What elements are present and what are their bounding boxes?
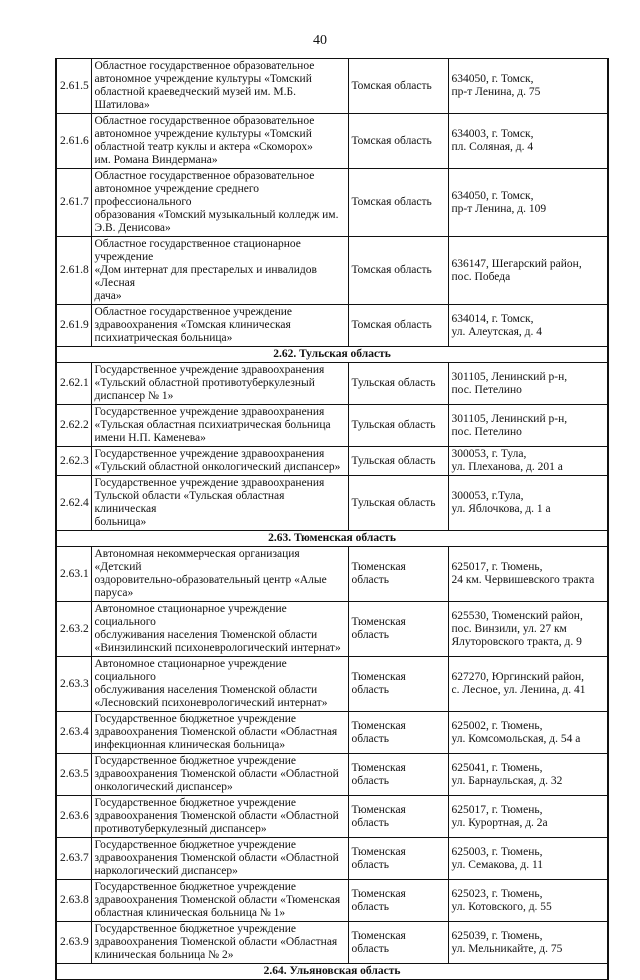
region-cell: Томская область xyxy=(348,59,448,114)
institution-name xyxy=(91,305,348,347)
region-cell: Томская область xyxy=(348,305,448,347)
institution-name xyxy=(91,880,348,922)
address-cell xyxy=(448,476,608,531)
address-cell xyxy=(448,363,608,405)
institution-name xyxy=(91,796,348,838)
name-line: Автономное стационарное учреждение социального xyxy=(94,603,287,628)
table-row xyxy=(56,754,608,796)
address-line: ул. Котовского, д. 55 xyxy=(451,900,552,913)
row-number: 2.63.4 xyxy=(56,712,91,754)
address-cell xyxy=(448,305,608,347)
address-line: пос. Победа xyxy=(451,270,511,283)
name-line: Государственное бюджетное учреждение xyxy=(94,797,296,809)
address-line: 636147, Шегарский район, xyxy=(451,257,582,270)
institution-name xyxy=(91,657,348,712)
institution-name xyxy=(91,602,348,657)
name-line: областной краеведческий музей им. М.Б. Шатилова» xyxy=(94,86,296,111)
name-line: онкологический диспансер» xyxy=(94,781,233,793)
section-header-row xyxy=(56,347,608,363)
name-line: здравоохранения Тюменской области «Областной xyxy=(94,810,339,822)
name-line: здравоохранения «Томская клиническая xyxy=(94,319,291,331)
institution-name xyxy=(91,405,348,447)
region-cell: Тульская область xyxy=(348,405,448,447)
region-cell: Тульская область xyxy=(348,447,448,476)
address-cell xyxy=(448,237,608,305)
name-line: паруса» xyxy=(94,587,134,599)
address-line: 301105, Ленинский р-н, xyxy=(451,370,568,383)
address-line: 625003, г. Тюмень, xyxy=(451,845,543,858)
name-line: противотуберкулезный диспансер» xyxy=(94,823,267,835)
name-line: автономное учреждение культуры «Томский xyxy=(94,128,312,140)
row-number: 2.62.1 xyxy=(56,363,91,405)
address-cell xyxy=(448,59,608,114)
name-line: Тульской области «Тульская областная клиническая xyxy=(94,490,285,515)
name-line: «Тульский областной онкологический диспансер» xyxy=(94,461,341,473)
institutions-table xyxy=(55,58,609,980)
name-line: Государственное бюджетное учреждение xyxy=(94,839,296,851)
address-line: 625017, г. Тюмень, xyxy=(451,561,543,573)
table-row xyxy=(56,59,608,114)
address-line: ул. Комсомольская, д. 54 а xyxy=(451,732,581,745)
name-line: психиатрическая больница» xyxy=(94,332,233,344)
address-line: пл. Соляная, д. 4 xyxy=(451,141,534,153)
region-cell: Тульская область xyxy=(348,476,448,531)
name-line: Областное государственное образовательное xyxy=(94,60,315,72)
name-line: Государственное учреждение здравоохранения xyxy=(94,477,325,489)
name-line: Областное государственное стационарное учреждение xyxy=(94,238,301,263)
name-line: «Дом интернат для престарелых и инвалидов «Лесная xyxy=(94,264,317,289)
name-line: им. Романа Виндермана» xyxy=(94,154,218,166)
region-cell: Тюменская область xyxy=(348,754,448,796)
address-cell xyxy=(448,657,608,712)
institution-name xyxy=(91,547,348,602)
table-row xyxy=(56,476,608,531)
region-cell: Тульская область xyxy=(348,363,448,405)
address-line: ул. Яблочкова, д. 1 а xyxy=(451,503,551,515)
address-line: 634014, г. Томск, xyxy=(451,312,534,325)
address-line: пр-т Ленина, д. 75 xyxy=(451,86,541,98)
table-row xyxy=(56,447,608,476)
name-line: Государственное учреждение здравоохранения xyxy=(94,364,325,376)
address-line: 625002, г. Тюмень, xyxy=(451,719,543,732)
address-line: 625039, г. Тюмень, xyxy=(451,929,543,942)
address-line: пос. Петелино xyxy=(451,383,522,396)
row-number: 2.61.7 xyxy=(56,169,91,237)
name-line: инфекционная клиническая больница» xyxy=(94,739,286,751)
region-cell: Тюменская область xyxy=(348,880,448,922)
address-line: 627270, Юргинский район, xyxy=(451,671,585,683)
name-line: «Лесновский психоневрологический интернат» xyxy=(94,697,328,709)
table-row xyxy=(56,838,608,880)
address-line: 625041, г. Тюмень, xyxy=(451,761,543,774)
row-number: 2.62.3 xyxy=(56,447,91,476)
region-cell: Тюменская область xyxy=(348,796,448,838)
address-cell xyxy=(448,405,608,447)
row-number: 2.61.5 xyxy=(56,59,91,114)
institution-name xyxy=(91,476,348,531)
name-line: образования «Томский музыкальный колледж им. xyxy=(94,209,339,221)
name-line: наркологический диспансер» xyxy=(94,865,238,877)
table-row xyxy=(56,114,608,169)
address-cell xyxy=(448,447,608,476)
row-number: 2.63.7 xyxy=(56,838,91,880)
name-line: Областное государственное образовательное xyxy=(94,170,315,182)
name-line: Государственное учреждение здравоохранения xyxy=(94,406,325,418)
section-header: 2.64. Ульяновская область xyxy=(56,964,608,980)
address-line: 300053, г.Тула, xyxy=(451,490,524,502)
address-cell xyxy=(448,838,608,880)
name-line: Государственное бюджетное учреждение xyxy=(94,881,296,893)
address-cell xyxy=(448,169,608,237)
address-line: 300053, г. Тула, xyxy=(451,448,527,460)
address-line: 625530, Тюменский район, xyxy=(451,609,583,622)
institution-name xyxy=(91,114,348,169)
address-line: ул. Плеханова, д. 201 а xyxy=(451,461,563,473)
institution-name xyxy=(91,754,348,796)
address-line: ул. Барнаульская, д. 32 xyxy=(451,774,563,787)
name-line: Государственное учреждение здравоохранения xyxy=(94,448,325,460)
institution-name xyxy=(91,838,348,880)
region-cell: Томская область xyxy=(348,237,448,305)
row-number: 2.61.8 xyxy=(56,237,91,305)
name-line: «Винзилинский психоневрологический интернат» xyxy=(94,642,341,654)
name-line: здравоохранения Тюменской области «Областная xyxy=(94,936,338,948)
name-line: автономное учреждение культуры «Томский xyxy=(94,73,312,85)
institution-name xyxy=(91,169,348,237)
name-line: здравоохранения Тюменской области «Областная xyxy=(94,726,338,738)
name-line: имени Н.П. Каменева» xyxy=(94,432,206,444)
section-header: 2.63. Тюменская область xyxy=(56,531,608,547)
address-line: ул. Семакова, д. 11 xyxy=(451,858,544,871)
address-line: ул. Мельникайте, д. 75 xyxy=(451,942,563,955)
name-line: Областное государственное учреждение xyxy=(94,306,292,318)
address-cell xyxy=(448,602,608,657)
name-line: Государственное бюджетное учреждение xyxy=(94,755,296,767)
address-line: 634050, г. Томск, xyxy=(451,73,534,85)
region-cell: Томская область xyxy=(348,169,448,237)
table-row xyxy=(56,237,608,305)
row-number: 2.63.8 xyxy=(56,880,91,922)
row-number: 2.63.6 xyxy=(56,796,91,838)
region-cell: Томская область xyxy=(348,114,448,169)
row-number: 2.63.9 xyxy=(56,922,91,964)
name-line: Государственное бюджетное учреждение xyxy=(94,713,296,725)
address-line: 301105, Ленинский р-н, xyxy=(451,412,568,425)
address-cell xyxy=(448,796,608,838)
address-line: пос. Винзили, ул. 27 км xyxy=(451,622,567,635)
name-line: здравоохранения Тюменской области «Областной xyxy=(94,852,339,864)
name-line: клиническая больница № 2» xyxy=(94,949,234,961)
region-cell: Тюменская область xyxy=(348,547,448,602)
table-row xyxy=(56,880,608,922)
name-line: диспансер № 1» xyxy=(94,390,174,402)
name-line: «Тульская областная психиатрическая больница xyxy=(94,419,331,431)
address-cell xyxy=(448,712,608,754)
table-row xyxy=(56,405,608,447)
row-number: 2.63.3 xyxy=(56,657,91,712)
address-line: 24 км. Червишевского тракта xyxy=(451,574,595,586)
address-cell xyxy=(448,754,608,796)
institution-name xyxy=(91,59,348,114)
name-line: автономное учреждение среднего профессионального xyxy=(94,183,260,208)
region-cell: Тюменская область xyxy=(348,838,448,880)
address-line: 634003, г. Томск, xyxy=(451,128,534,140)
name-line: обслуживания населения Тюменской области xyxy=(94,629,318,641)
name-line: областной театр куклы и актера «Скоморох» xyxy=(94,141,313,153)
institution-name xyxy=(91,922,348,964)
address-line: пр-т Ленина, д. 109 xyxy=(451,202,547,215)
name-line: больница» xyxy=(94,516,147,528)
address-line: ул. Курортная, д. 2а xyxy=(451,816,548,829)
row-number: 2.61.9 xyxy=(56,305,91,347)
row-number: 2.63.1 xyxy=(56,547,91,602)
section-header: 2.62. Тульская область xyxy=(56,347,608,363)
name-line: обслуживания населения Тюменской области xyxy=(94,684,318,696)
table-row xyxy=(56,169,608,237)
row-number: 2.62.4 xyxy=(56,476,91,531)
table-row xyxy=(56,602,608,657)
name-line: дача» xyxy=(94,290,122,302)
institution-name xyxy=(91,712,348,754)
row-number: 2.62.2 xyxy=(56,405,91,447)
institution-name xyxy=(91,237,348,305)
table-row xyxy=(56,796,608,838)
address-line: ул. Алеутская, д. 4 xyxy=(451,325,543,338)
table-row xyxy=(56,922,608,964)
institution-name xyxy=(91,447,348,476)
region-cell: Тюменская область xyxy=(348,602,448,657)
section-header-row xyxy=(56,964,608,980)
name-line: «Тульский областной противотуберкулезный xyxy=(94,377,315,389)
name-line: здравоохранения Тюменской области «Областной xyxy=(94,768,339,780)
address-line: пос. Петелино xyxy=(451,425,522,438)
address-cell xyxy=(448,114,608,169)
page-number: 40 xyxy=(313,33,327,48)
name-line: Э.В. Денисова» xyxy=(94,222,171,234)
address-cell xyxy=(448,880,608,922)
institution-name xyxy=(91,363,348,405)
table-row xyxy=(56,305,608,347)
row-number: 2.63.2 xyxy=(56,602,91,657)
name-line: оздоровительно-образовательный центр «Алые xyxy=(94,574,327,586)
row-number: 2.61.6 xyxy=(56,114,91,169)
region-cell: Тюменская область xyxy=(348,657,448,712)
name-line: Автономное стационарное учреждение социального xyxy=(94,658,287,683)
row-number: 2.63.5 xyxy=(56,754,91,796)
name-line: здравоохранения Тюменской области «Тюменская xyxy=(94,894,341,906)
table-row xyxy=(56,363,608,405)
name-line: Государственное бюджетное учреждение xyxy=(94,923,296,935)
address-cell xyxy=(448,547,608,602)
address-line: 625023, г. Тюмень, xyxy=(451,887,543,900)
table-row xyxy=(56,657,608,712)
table-row xyxy=(56,712,608,754)
address-cell xyxy=(448,922,608,964)
address-line: Ялуторовского тракта, д. 9 xyxy=(451,635,582,648)
section-header-row xyxy=(56,531,608,547)
address-line: с. Лесное, ул. Ленина, д. 41 xyxy=(451,684,586,696)
name-line: областная клиническая больница № 1» xyxy=(94,907,286,919)
address-line: 634050, г. Томск, xyxy=(451,189,534,202)
address-line: 625017, г. Тюмень, xyxy=(451,803,543,816)
table-row xyxy=(56,547,608,602)
name-line: Автономная некоммерческая организация «Детский xyxy=(94,548,300,573)
region-cell: Тюменская область xyxy=(348,922,448,964)
name-line: Областное государственное образовательное xyxy=(94,115,315,127)
region-cell: Тюменская область xyxy=(348,712,448,754)
